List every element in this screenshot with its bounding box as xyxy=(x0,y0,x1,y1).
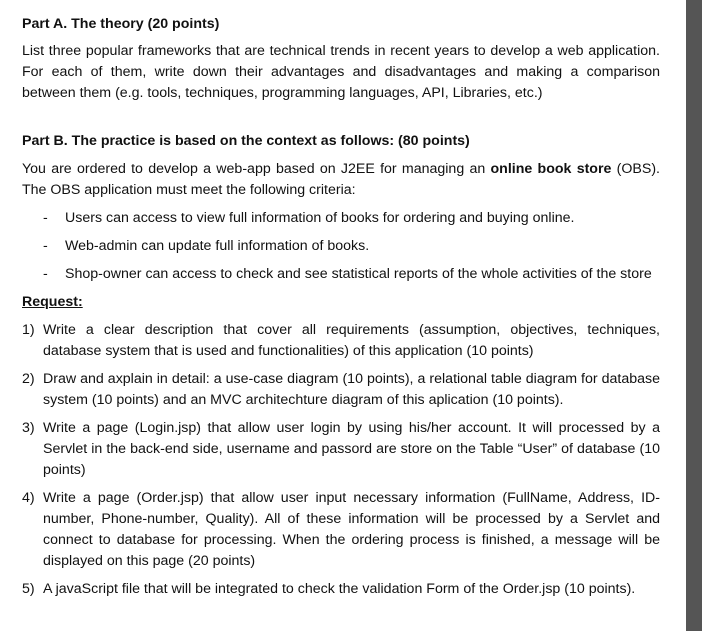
request-item xyxy=(22,320,660,362)
criteria-item xyxy=(22,264,660,285)
request-item xyxy=(22,579,660,600)
part-a-title: Part A. The theory (20 points) xyxy=(22,16,220,32)
document-page xyxy=(22,14,660,607)
criteria-item xyxy=(22,208,660,229)
part-b-title: Part B. The practice is based on the context as follows: (80 points) xyxy=(22,133,470,149)
request-text: Write a page (Order.jsp) that allow user input necessary information (FullName, Address, ID-number, Phone-number, Quality). All of these information will be processed by a Servlet and connect to database for processing. When the ordering process is finished, a message will be displayed on this page (20 points) xyxy=(43,490,660,569)
part-b-intro-start: You are ordered to develop a web-app based on J2EE for managing an xyxy=(22,161,491,177)
part-b-intro-emphasis: online book store xyxy=(490,161,612,177)
criteria-list xyxy=(22,208,660,285)
request-number: 2) xyxy=(22,371,35,387)
part-b-intro xyxy=(22,159,660,201)
request-number: 1) xyxy=(22,322,35,338)
viewer-scrollbar-edge[interactable] xyxy=(686,0,702,631)
request-heading: Request: xyxy=(22,294,83,310)
bullet-dash: - xyxy=(43,238,48,254)
request-text: Draw and axplain in detail: a use-case diagram (10 points), a relational table diagram for database system (10 points) and an MVC architechture diagram of this aplication (10 points). xyxy=(43,371,660,408)
request-text: Write a clear description that cover all requirements (assumption, objectives, techniques, database system that is used and functionalities) of this application (10 points) xyxy=(43,322,660,359)
request-list xyxy=(22,320,660,600)
request-number: 3) xyxy=(22,420,35,436)
bullet-dash: - xyxy=(43,210,48,226)
request-text: Write a page (Login.jsp) that allow user login by using his/her account. It will processed by a Servlet in the back-end side, username and passord are store on the Table “User” of database (10 points) xyxy=(43,420,660,478)
criteria-text: Web-admin can update full information of books. xyxy=(65,238,370,254)
criteria-item xyxy=(22,236,660,257)
part-a-body: List three popular frameworks that are technical trends in recent years to develop a web application. For each of them, write down their advantages and disadvantages and making a comparison between them (e.g. tools, techniques, programming languages, API, Libraries, etc.) xyxy=(22,43,660,101)
part-b-intro-end: (OBS). The OBS application must meet the following criteria: xyxy=(22,161,660,198)
criteria-text: Users can access to view full information of books for ordering and buying online. xyxy=(65,210,575,226)
criteria-text: Shop-owner can access to check and see statistical reports of the whole activities of the store xyxy=(65,266,652,282)
request-item xyxy=(22,369,660,411)
request-number: 4) xyxy=(22,490,35,506)
request-number: 5) xyxy=(22,581,35,597)
request-item xyxy=(22,488,660,572)
bullet-dash: - xyxy=(43,266,48,282)
request-item xyxy=(22,418,660,481)
request-text: A javaScript file that will be integrated to check the validation Form of the Order.jsp (10 points). xyxy=(43,581,636,597)
